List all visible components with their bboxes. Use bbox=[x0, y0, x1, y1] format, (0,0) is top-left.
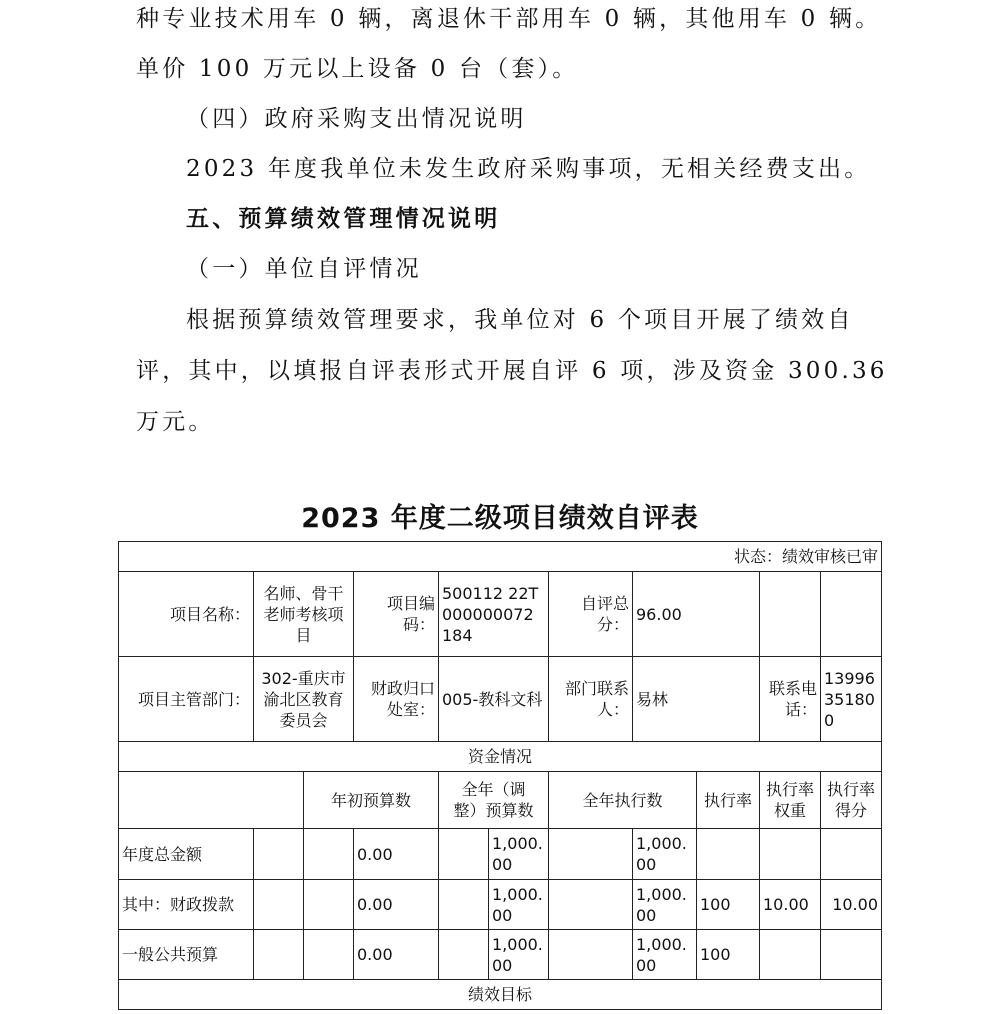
row-rate-value bbox=[697, 829, 760, 880]
phone-value: 13996351800 bbox=[821, 657, 881, 742]
col-adjusted-budget: 全年（调整）预算数 bbox=[439, 772, 549, 829]
dept-label: 项目主管部门： bbox=[119, 657, 254, 742]
project-name-value: 名师、骨干老师考核项目 bbox=[254, 572, 354, 657]
heading-performance: 五、预算绩效管理情况说明 bbox=[186, 206, 501, 232]
phone-label: 联系电话： bbox=[760, 657, 821, 742]
empty-cell bbox=[254, 930, 304, 980]
empty-cell bbox=[439, 880, 489, 930]
row-weight-value bbox=[760, 829, 821, 880]
contact-value: 易林 bbox=[633, 657, 760, 742]
status-text: 状态：绩效审核已审 bbox=[119, 542, 881, 572]
empty-cell bbox=[304, 829, 354, 880]
table-title: 2023 年度二级项目绩效自评表 bbox=[301, 503, 699, 534]
row-executed-value: 1,000.00 bbox=[633, 829, 697, 880]
empty-cell bbox=[254, 829, 304, 880]
col-exec-rate: 执行率 bbox=[697, 772, 760, 829]
contact-label: 部门联系人： bbox=[549, 657, 633, 742]
finance-office-label: 财政归口处室： bbox=[354, 657, 439, 742]
empty-cell bbox=[254, 880, 304, 930]
heading-procurement: （四）政府采购支出情况说明 bbox=[186, 106, 527, 132]
empty-cell bbox=[549, 930, 633, 980]
paragraph-self-eval-line2: 评，其中，以填报自评表形式开展自评 6 项，涉及资金 300.36 bbox=[136, 358, 888, 384]
empty-cell bbox=[821, 572, 881, 657]
paragraph-self-eval-line3: 万元。 bbox=[136, 409, 215, 435]
row-score-value bbox=[821, 930, 881, 980]
empty-cell bbox=[304, 880, 354, 930]
row-executed-value: 1,000.00 bbox=[633, 880, 697, 930]
paragraph-equipment: 单价 100 万元以上设备 0 台（套）。 bbox=[136, 56, 579, 82]
row-weight-value bbox=[760, 930, 821, 980]
row-weight-value: 10.00 bbox=[760, 880, 821, 930]
row-label: 一般公共预算 bbox=[119, 930, 254, 980]
col-exec-weight: 执行率权重 bbox=[760, 772, 821, 829]
col-executed: 全年执行数 bbox=[549, 772, 697, 829]
empty-cell bbox=[304, 930, 354, 980]
row-rate-value: 100 bbox=[697, 930, 760, 980]
evaluation-table bbox=[118, 541, 882, 1010]
row-initial-value: 0.00 bbox=[354, 829, 439, 880]
finance-office-value: 005-教科文科 bbox=[439, 657, 549, 742]
row-adjusted-value: 1,000.00 bbox=[489, 930, 549, 980]
heading-self-evaluation: （一）单位自评情况 bbox=[186, 256, 422, 282]
empty-cell bbox=[549, 880, 633, 930]
col-exec-score: 执行率得分 bbox=[821, 772, 881, 829]
row-label: 其中：财政拨款 bbox=[119, 880, 254, 930]
paragraph-vehicles: 种专业技术用车 0 辆，离退休干部用车 0 辆，其他用车 0 辆。 bbox=[136, 6, 882, 32]
row-rate-value: 100 bbox=[697, 880, 760, 930]
row-adjusted-value: 1,000.00 bbox=[489, 829, 549, 880]
self-score-label: 自评总分： bbox=[549, 572, 633, 657]
empty-cell bbox=[439, 930, 489, 980]
row-adjusted-value: 1,000.00 bbox=[489, 880, 549, 930]
row-score-value bbox=[821, 829, 881, 880]
row-label: 年度总金额 bbox=[119, 829, 254, 880]
self-score-value: 96.00 bbox=[633, 572, 760, 657]
col-initial-budget: 年初预算数 bbox=[304, 772, 439, 829]
row-score-value: 10.00 bbox=[821, 880, 881, 930]
project-name-label: 项目名称： bbox=[119, 572, 254, 657]
row-executed-value: 1,000.00 bbox=[633, 930, 697, 980]
dept-value: 302-重庆市渝北区教育委员会 bbox=[254, 657, 354, 742]
row-initial-value: 0.00 bbox=[354, 880, 439, 930]
funds-section-header: 资金情况 bbox=[119, 742, 881, 772]
empty-cell bbox=[119, 772, 304, 829]
empty-cell bbox=[549, 829, 633, 880]
project-code-value: 500112 22T000000072184 bbox=[439, 572, 549, 657]
goals-section-header: 绩效目标 bbox=[467, 985, 532, 1004]
empty-cell bbox=[760, 572, 821, 657]
paragraph-self-eval-line1: 根据预算绩效管理要求，我单位对 6 个项目开展了绩效自 bbox=[186, 307, 854, 333]
project-code-label: 项目编码： bbox=[354, 572, 439, 657]
paragraph-procurement: 2023 年度我单位未发生政府采购事项，无相关经费支出。 bbox=[186, 156, 871, 182]
row-initial-value: 0.00 bbox=[354, 930, 439, 980]
empty-cell bbox=[439, 829, 489, 880]
